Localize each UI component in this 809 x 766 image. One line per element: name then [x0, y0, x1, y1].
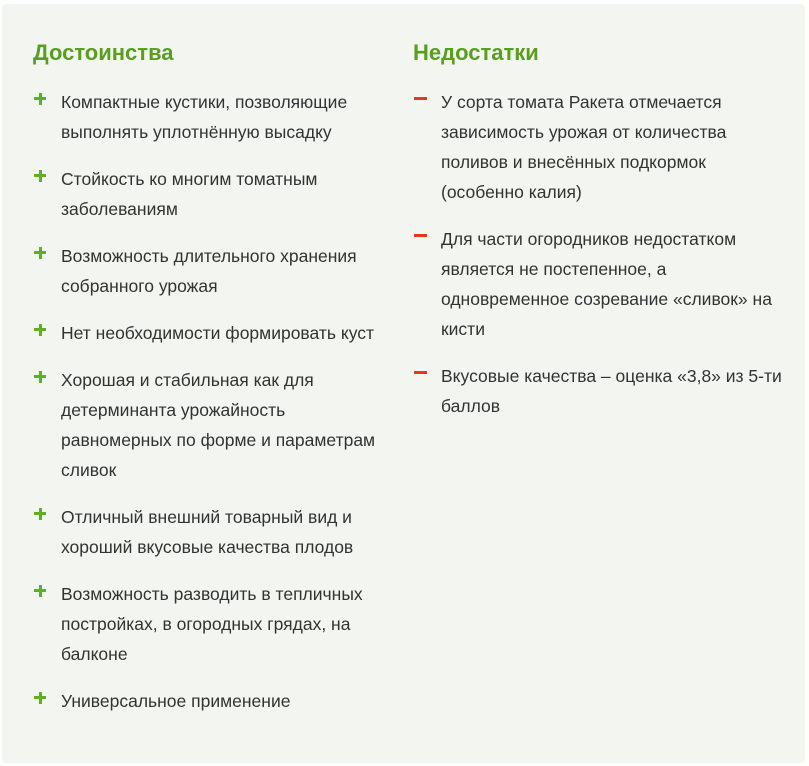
pros-item-text: Компактные кустики, позволяющие выполнять уплотнённую высадку — [61, 92, 348, 142]
pros-item-text: Универсальное применение — [61, 691, 291, 711]
minus-icon — [413, 361, 427, 391]
plus-icon — [33, 686, 47, 716]
plus-icon — [33, 365, 47, 395]
pros-item — [33, 502, 393, 562]
pros-item-text: Возможность разводить в тепличных постройках, в огородных грядах, на балконе — [61, 584, 363, 664]
cons-item — [413, 87, 783, 207]
minus-icon — [413, 87, 427, 117]
minus-icon — [413, 224, 427, 254]
cons-list — [413, 87, 783, 421]
plus-icon — [33, 579, 47, 609]
plus-icon — [33, 164, 47, 194]
cons-item-text: Для части огородников недостатком является не постепенное, а одновременное созревание «сливок» на кисти — [441, 229, 772, 339]
pros-item — [33, 365, 393, 485]
pros-item — [33, 241, 393, 301]
pros-item-text: Стойкость ко многим томатным заболеваниям — [61, 169, 318, 219]
pros-heading: Достоинства — [33, 40, 174, 65]
plus-icon — [33, 87, 47, 117]
pros-item-text: Хорошая и стабильная как для детерминанта урожайность равномерных по форме и параметрам сливок — [61, 370, 376, 480]
plus-icon — [33, 318, 47, 348]
cons-item — [413, 224, 783, 344]
plus-icon — [33, 502, 47, 532]
pros-column — [33, 40, 393, 733]
pros-item-text: Возможность длительного хранения собранного урожая — [61, 246, 357, 296]
cons-item-text: У сорта томата Ракета отмечается зависимость урожая от количества поливов и внесённых подкормок (особенно калия) — [441, 92, 727, 202]
cons-item-text: Вкусовые качества – оценка «3,8» из 5-ти баллов — [441, 366, 782, 416]
pros-list — [33, 87, 393, 716]
pros-item — [33, 579, 393, 669]
pros-item-text: Нет необходимости формировать куст — [61, 323, 375, 343]
pros-item — [33, 164, 393, 224]
cons-item — [413, 361, 783, 421]
pros-item — [33, 686, 393, 716]
cons-column — [413, 40, 783, 438]
cons-heading: Недостатки — [413, 40, 539, 65]
pros-item — [33, 87, 393, 147]
plus-icon — [33, 241, 47, 271]
pros-cons-card — [2, 4, 805, 763]
pros-item-text: Отличный внешний товарный вид и хороший вкусовые качества плодов — [61, 507, 354, 557]
pros-item — [33, 318, 393, 348]
